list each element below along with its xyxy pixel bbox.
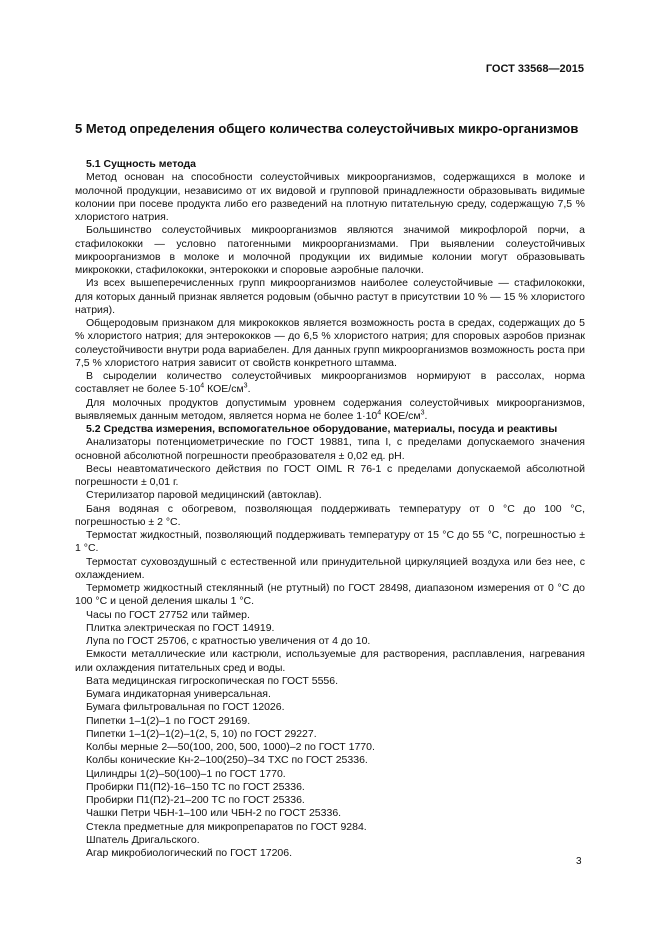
equipment-item: Пипетки 1–1(2)–1(2)–1(2, 5, 10) по ГОСТ 29227. bbox=[86, 727, 317, 740]
paragraph: Из всех вышеперечисленных групп микроорганизмов наиболее солеустойчивые — стафилококки, для которых данный признак является родовым (обычно растут в присутствии 10 % — 15 % хлористого натрия). bbox=[75, 277, 585, 316]
document-code: ГОСТ 33568—2015 bbox=[485, 63, 584, 75]
equipment-item: Термометр жидкостный стеклянный (не ртутный) по ГОСТ 28498, диапазоном измерения от 0 °С до 100 °С и ценой деления шкалы 1 °С. bbox=[75, 582, 585, 608]
paragraph-salt-norm-brine: В сыроделии количество солеустойчивых микроорганизмов нормируют в рассолах, норма составляет не более $5\cdot 10^4$ КОЕ/$см^3$. bbox=[75, 370, 585, 396]
equipment-item: Анализаторы потенциометрические по ГОСТ 19881, типа I, с пределами допускаемого значения основной абсолютной погрешности преобразователя ± 0,02 ед. pH. bbox=[75, 436, 585, 462]
paragraph-salt-norm-dairy: Для молочных продуктов допустимым уровнем содержания солеустойчивых микроорганизмов, выявляемых данным методом, является норма не более $1\cdot 10^4$ КОЕ/$см^3$. bbox=[75, 396, 585, 422]
subsection-title-5-2: 5.2 Средства измерения, вспомогательное оборудование, материалы, посуда и реактивы bbox=[86, 423, 558, 435]
equipment-list bbox=[75, 436, 585, 860]
page-number: 3 bbox=[576, 856, 582, 867]
section-title: 5 Метод определения общего количества солеустойчивых микро-организмов bbox=[75, 121, 579, 136]
subsection-title-5-1: 5.1 Сущность метода bbox=[86, 158, 197, 170]
equipment-item: Лупа по ГОСТ 25706, с кратностью увеличения от 4 до 10. bbox=[86, 635, 371, 647]
equipment-item: Стекла предметные для микропрепаратов по ГОСТ 9284. bbox=[86, 820, 367, 833]
equipment-item: Плитка электрическая по ГОСТ 14919. bbox=[86, 621, 275, 634]
equipment-item: Колбы конические Кн-2–100(250)–34 ТХС по ГОСТ 25336. bbox=[86, 754, 368, 767]
equipment-item: Термостат суховоздушный с естественной или принудительной циркуляцией воздуха или без нее, с охлаждением. bbox=[75, 555, 585, 581]
equipment-item: Баня водяная с обогревом, позволяющая поддерживать температуру от 0 °С до 100 °С, погрешностью ± 2 °С. bbox=[75, 502, 585, 528]
equipment-item: Весы неавтоматического действия по ГОСТ OIML R 76-1 с пределами допускаемой абсолютной погрешности ± 0,01 г. bbox=[75, 462, 585, 488]
equipment-item: Емкости металлические или кастрюли, используемые для растворения, расплавления, нагревания или охлаждения питательных сред и воды. bbox=[75, 648, 585, 674]
equipment-item: Чашки Петри ЧБН-1–100 или ЧБН-2 по ГОСТ 25336. bbox=[86, 807, 342, 820]
equipment-item: Пробирки П1(П2)-16–150 ТС по ГОСТ 25336. bbox=[86, 780, 305, 793]
equipment-item: Термостат жидкостный, позволяющий поддерживать температуру от 15 °С до 55 °С, погрешностью ± 1 °С. bbox=[75, 529, 585, 555]
equipment-item: Шпатель Дригальского. bbox=[86, 833, 200, 846]
equipment-item: Стерилизатор паровой медицинский (автоклав). bbox=[86, 489, 322, 502]
equipment-item: Колбы мерные 2—50(100, 200, 500, 1000)–2 по ГОСТ 1770. bbox=[86, 741, 375, 753]
equipment-item: Вата медицинская гигроскопическая по ГОСТ 5556. bbox=[86, 674, 339, 687]
document-body bbox=[75, 158, 585, 860]
equipment-item: Цилиндры 1(2)–50(100)–1 по ГОСТ 1770. bbox=[86, 767, 286, 780]
equipment-item: Пипетки 1–1(2)–1 по ГОСТ 29169. bbox=[86, 714, 251, 727]
paragraph: Метод основан на способности солеустойчивых микроорганизмов, содержащихся в молоке и молочной продукции, независимо от их видовой и групповой принадлежности образовывать видимые колонии при посеве продукта либо его разведений на плотную питательную среду, содержащую 7,5 % хлористого натрия. bbox=[75, 171, 585, 223]
equipment-item: Агар микробиологический по ГОСТ 17206. bbox=[86, 847, 293, 859]
equipment-item: Пробирки П1(П2)-21–200 ТС по ГОСТ 25336. bbox=[86, 794, 305, 806]
equipment-item: Часы по ГОСТ 27752 или таймер. bbox=[86, 608, 250, 621]
paragraph: Большинство солеустойчивых микроорганизмов являются значимой микрофлорой порчи, а стафилококки — условно патогенными микроорганизмами. При выявлении солеустойчивых микроорганизмов в молоке и молочной продукции их видимые колонии могут образовывать микрококки, стафилококки, энтерококки и споровые аэробные палочки. bbox=[75, 224, 585, 276]
equipment-item: Бумага фильтровальная по ГОСТ 12026. bbox=[86, 701, 285, 714]
paragraph: Общеродовым признаком для микрококков является возможность роста в средах, содержащих до 5 % хлористого натрия; для энтерококков — до 6,5 % хлористого натрия; для споровых аэробов признак солеустойчивости внутри рода вариабелен. Для данных групп микроорганизмов возможность роста при 7,5 % хлористого натрия зависит от свойств конкретного штамма. bbox=[75, 317, 585, 369]
equipment-item: Бумага индикаторная универсальная. bbox=[86, 688, 271, 700]
